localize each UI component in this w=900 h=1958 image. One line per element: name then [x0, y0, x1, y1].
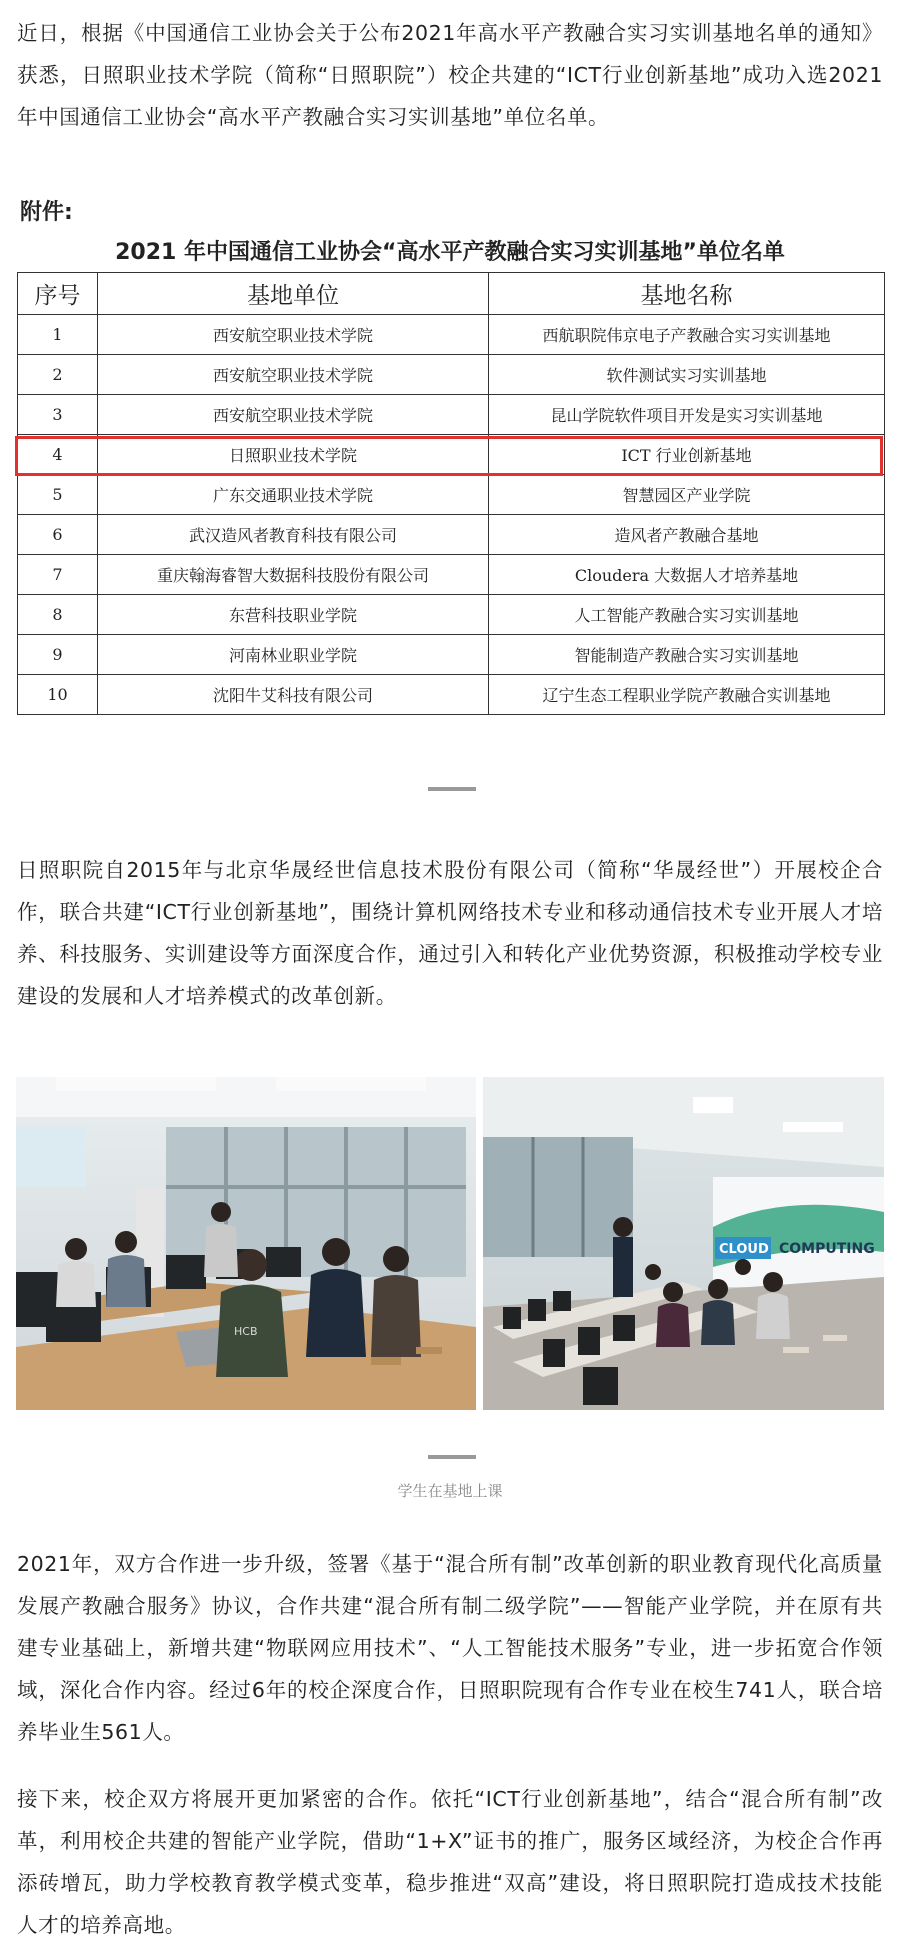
upgrade-paragraph: 2021年，双方合作进一步升级，签署《基于“混合所有制”改革创新的职业教育现代化高质量发展产教融合服务》协议，合作共建“混合所有制二级学院”——智能产业学院，并在原有共建专业基础上，新增共建“物联网应用技术”、“人工智能技术服务”专业，进一步拓宽合作领域，深化合作内容。经过6年的校企深度合作，日照职院现有合作专业在校生741人，联合培养毕业生561人。	[17, 1552, 883, 1744]
row-index: 4	[18, 435, 98, 475]
row-base-name: 智能制造产教融合实习实训基地	[489, 635, 885, 675]
row-unit: 河南林业职业学院	[98, 635, 489, 675]
attachment-label: 附件:	[20, 200, 73, 225]
row-index: 9	[18, 635, 98, 675]
row-index: 8	[18, 595, 98, 635]
row-unit: 西安航空职业技术学院	[98, 315, 489, 355]
row-base-name: 软件测试实习实训基地	[489, 355, 885, 395]
row-base-name: 西航职院伟京电子产教融合实习实训基地	[489, 315, 885, 355]
row-index: 6	[18, 515, 98, 555]
row-unit: 沈阳牛艾科技有限公司	[98, 675, 489, 715]
row-unit: 日照职业技术学院	[98, 435, 489, 475]
table-row	[18, 355, 885, 395]
header-index: 序号	[18, 273, 98, 315]
table-row	[18, 595, 885, 635]
row-base-name: Cloudera 大数据人才培养基地	[489, 555, 885, 595]
row-index: 2	[18, 355, 98, 395]
cooperation-paragraph: 日照职院自2015年与北京华晟经世信息技术股份有限公司（简称“华晟经世”）开展校企合作，联合共建“ICT行业创新基地”，围绕计算机网络技术专业和移动通信技术专业开展人才培养、科技服务、实训建设等方面深度合作，通过引入和转化产业优势资源，积极推动学校专业建设的发展和人才培养模式的改革创新。	[17, 858, 883, 1008]
row-base-name: 辽宁生态工程职业学院产教融合实训基地	[489, 675, 885, 715]
table-row	[18, 515, 885, 555]
row-unit: 西安航空职业技术学院	[98, 395, 489, 435]
outlook-paragraph: 接下来，校企双方将展开更加紧密的合作。依托“ICT行业创新基地”，结合“混合所有制”改革，利用校企共建的智能产业学院，借助“1+X”证书的推广，服务区域经济，为校企合作再添砖增瓦，助力学校教育教学模式变革，稳步推进“双高”建设，将日照职院打造成技术技能人才的培养高地。	[17, 1787, 883, 1937]
row-index: 7	[18, 555, 98, 595]
row-base-name: 昆山学院软件项目开发是实习实训基地	[489, 395, 885, 435]
shirt-print-label: HCB	[234, 1325, 258, 1338]
row-base-name: 人工智能产教融合实习实训基地	[489, 595, 885, 635]
table-row	[18, 315, 885, 355]
table-row-highlighted	[18, 435, 885, 475]
table-header-row	[18, 273, 885, 315]
row-index: 1	[18, 315, 98, 355]
computing-mural-label: COMPUTING	[779, 1241, 875, 1257]
table-row	[18, 635, 885, 675]
header-unit: 基地单位	[98, 273, 489, 315]
row-base-name: 智慧园区产业学院	[489, 475, 885, 515]
row-unit: 武汉造风者教育科技有限公司	[98, 515, 489, 555]
intro-paragraph: 近日，根据《中国通信工业协会关于公布2021年高水平产教融合实习实训基地名单的通知》获悉，日照职业技术学院（简称“日照职院”）校企共建的“ICT行业创新基地”成功入选2021年中国通信工业协会“高水平产教融合实习实训基地”单位名单。	[17, 21, 883, 129]
row-unit: 广东交通职业技术学院	[98, 475, 489, 515]
header-base-name: 基地名称	[489, 273, 885, 315]
row-unit: 东营科技职业学院	[98, 595, 489, 635]
base-list-table	[17, 272, 885, 715]
photo-caption: 学生在基地上课	[397, 1482, 503, 1500]
table-row	[18, 395, 885, 435]
row-unit: 重庆翰海睿智大数据科技股份有限公司	[98, 555, 489, 595]
classroom-photo-right	[483, 1077, 884, 1410]
row-base-name: 造风者产教融合基地	[489, 515, 885, 555]
row-index: 3	[18, 395, 98, 435]
table-row	[18, 555, 885, 595]
table-row	[18, 475, 885, 515]
row-index: 5	[18, 475, 98, 515]
cloud-mural-label: CLOUD	[719, 1242, 769, 1257]
row-index: 10	[18, 675, 98, 715]
caption-divider	[428, 1455, 476, 1459]
row-base-name: ICT 行业创新基地	[489, 435, 885, 475]
table-row	[18, 675, 885, 715]
section-divider	[428, 787, 476, 791]
table-title: 2021 年中国通信工业协会“高水平产教融合实习实训基地”单位名单	[115, 240, 785, 265]
row-unit: 西安航空职业技术学院	[98, 355, 489, 395]
classroom-photo-left	[16, 1077, 476, 1410]
